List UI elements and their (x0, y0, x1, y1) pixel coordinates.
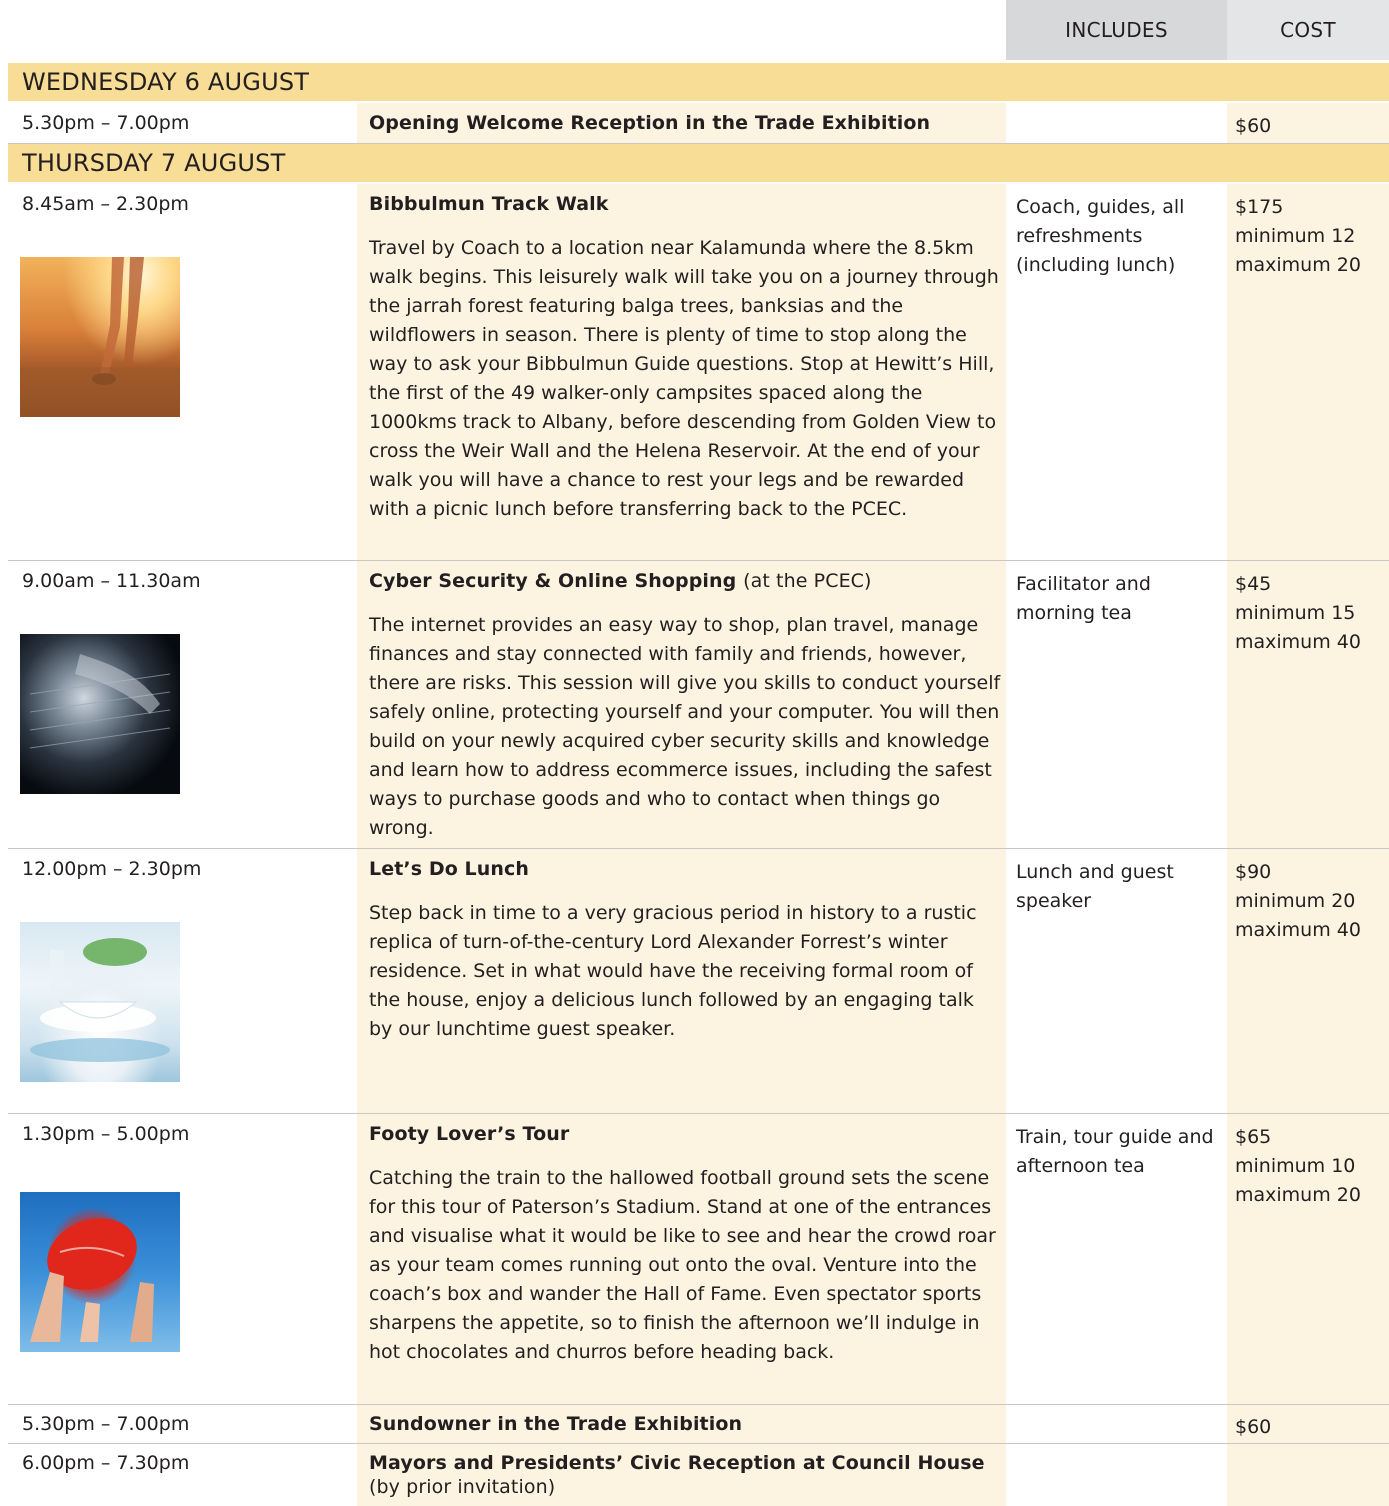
cost-minimum: minimum 12 (1235, 225, 1356, 247)
day-heading-wednesday: WEDNESDAY 6 AUGUST (8, 63, 1389, 101)
event-title: Mayors and Presidents’ Civic Reception at Council House (369, 1452, 985, 1474)
cost-maximum: maximum 40 (1235, 919, 1361, 941)
cost-column-bg (1227, 1444, 1389, 1506)
cost-minimum: minimum 10 (1235, 1155, 1356, 1177)
event-time: 1.30pm – 5.00pm (22, 1123, 190, 1145)
walking-legs-image (20, 257, 180, 417)
table-setting-photo (20, 922, 180, 1082)
cost-column-header: COST (1227, 0, 1389, 60)
event-title-suffix: (by prior invitation) (369, 1476, 556, 1498)
event-cost (1235, 1123, 1389, 1210)
event-description: Step back in time to a very gracious period in history to a rustic replica of turn-of-the-century Lord Alexander Forrest’s winter residence. Set in what would have the receiving formal room of the house, enjoy a delicious lunch followed by an engaging talk by our lunchtime guest speaker. (369, 902, 977, 1040)
cost-maximum: maximum 40 (1235, 631, 1361, 653)
event-time: 6.00pm – 7.30pm (22, 1452, 190, 1474)
cost-maximum: maximum 20 (1235, 1184, 1361, 1206)
event-title: Sundowner in the Trade Exhibition (369, 1413, 743, 1435)
event-cost (1235, 112, 1389, 141)
event-row-footy-tour (8, 1114, 1389, 1405)
event-title: Let’s Do Lunch (369, 858, 530, 880)
football-image (20, 1192, 180, 1352)
event-row-sundowner (8, 1405, 1389, 1444)
event-row-cyber-security (8, 561, 1389, 849)
event-title: Bibbulmun Track Walk (369, 193, 609, 215)
cost-price: $90 (1235, 861, 1272, 883)
event-description: Travel by Coach to a location near Kalamunda where the 8.5km walk begins. This leisurely walk will take you on a journey through the jarrah forest featuring balga trees, banksias and the wildflowers in season. There is plenty of time to stop along the way to ask your Bibbulmun Guide questions. Stop at Hewitt’s Hill, the first of the 49 walker-only campsites spaced along the 1000kms track to Albany, before descending from Golden View to cross the Weir Wall and the Helena Reservoir. At the end of your walk you will have a chance to rest your legs and be rewarded with a picnic lunch before transferring back to the PCEC. (369, 237, 999, 520)
cost-maximum: maximum 20 (1235, 254, 1361, 276)
cost-price: $45 (1235, 573, 1272, 595)
event-includes: Lunch and guest speaker (1016, 861, 1174, 912)
table-setting-image (20, 922, 180, 1082)
event-title (369, 570, 872, 592)
football-hands-photo (20, 1192, 180, 1352)
event-description: The internet provides an easy way to shop, plan travel, manage finances and stay connected with family and friends, however, there are risks. This session will give you skills to conduct yourself safely online, protecting yourself and your computer. You will then build on your newly acquired cyber security skills and knowledge and learn how to address ecommerce issues, including the safest ways to purchase goods and who to contact when things go wrong. (369, 614, 1001, 839)
event-cost (1235, 1413, 1389, 1442)
event-time: 5.30pm – 7.00pm (22, 112, 190, 134)
day-heading-thursday: THURSDAY 7 AUGUST (8, 144, 1389, 182)
cost-minimum: minimum 20 (1235, 890, 1356, 912)
event-title: Footy Lover’s Tour (369, 1123, 570, 1145)
keyboard-hands-photo (20, 634, 180, 794)
cost-price: $175 (1235, 196, 1284, 218)
event-title: Opening Welcome Reception in the Trade Exhibition (369, 112, 931, 134)
cost-price: $60 (1235, 115, 1272, 137)
event-time: 8.45am – 2.30pm (22, 193, 189, 215)
event-includes: Facilitator and morning tea (1016, 573, 1151, 624)
event-row-opening-reception (8, 103, 1389, 144)
cost-price: $60 (1235, 1416, 1272, 1438)
cost-minimum: minimum 15 (1235, 602, 1356, 624)
keyboard-image (20, 634, 180, 794)
event-includes: Coach, guides, all refreshments (including lunch) (1016, 196, 1185, 276)
event-title-suffix: (at the PCEC) (743, 570, 872, 592)
walking-legs-photo (20, 257, 180, 417)
event-time: 12.00pm – 2.30pm (22, 858, 202, 880)
includes-column-header: INCLUDES (1006, 0, 1227, 60)
event-title-main: Cyber Security & Online Shopping (369, 570, 737, 592)
event-row-bibbulmun-walk (8, 184, 1389, 561)
event-cost (1235, 193, 1389, 280)
event-row-lets-do-lunch (8, 849, 1389, 1114)
event-cost (1235, 570, 1389, 657)
event-time: 5.30pm – 7.00pm (22, 1413, 190, 1435)
event-cost (1235, 858, 1389, 945)
cost-price: $65 (1235, 1126, 1272, 1148)
event-description: Catching the train to the hallowed football ground sets the scene for this tour of Paterson’s Stadium. Stand at one of the entrances and visualise what it would be like to see and hear the crowd roar as your team comes running out onto the oval. Venture into the coach’s box and wander the Hall of Fame. Even spectator sports sharpens the appetite, so to finish the afternoon we’ll indulge in hot chocolates and churros before heading back. (369, 1167, 996, 1363)
event-row-civic-reception (8, 1444, 1389, 1506)
event-includes: Train, tour guide and afternoon tea (1016, 1126, 1214, 1177)
event-time: 9.00am – 11.30am (22, 570, 201, 592)
